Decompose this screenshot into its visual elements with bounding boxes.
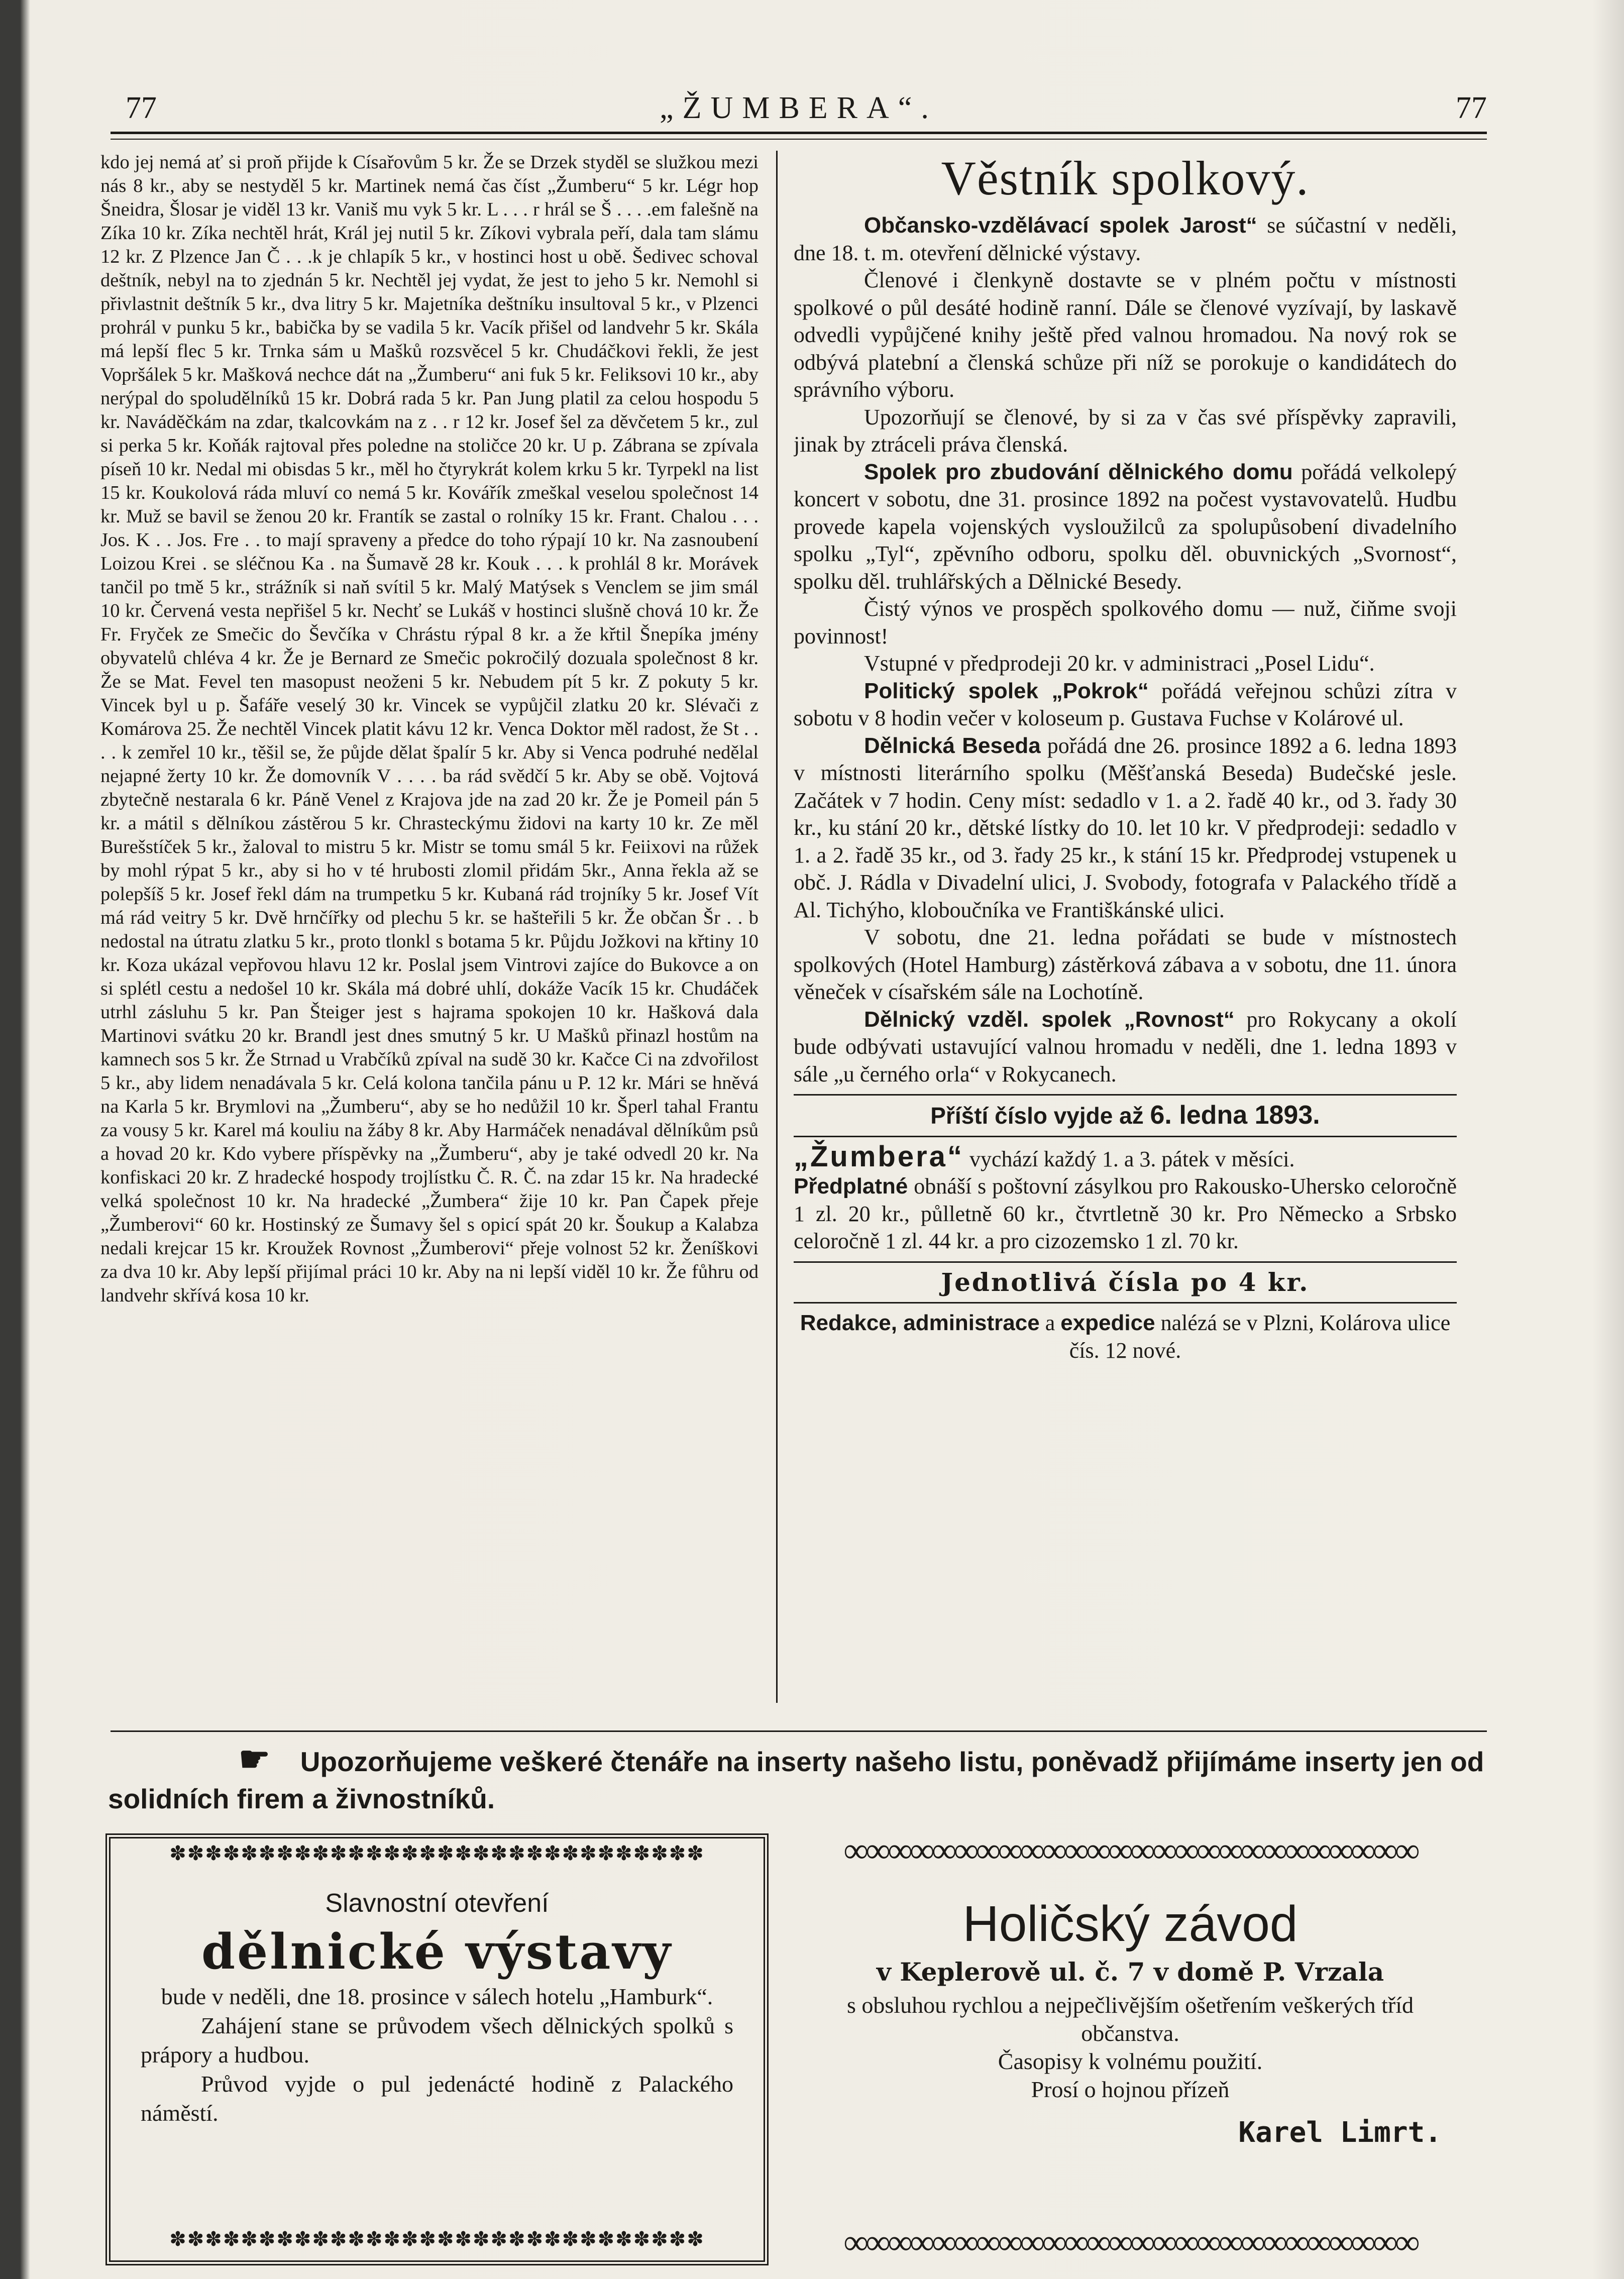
ornament-border-bottom: ✽✽✽✽✽✽✽✽✽✽✽✽✽✽✽✽✽✽✽✽✽✽✽✽✽✽✽✽✽✽ [169, 2228, 705, 2250]
rovnost-notice [794, 1006, 1457, 1089]
divider [794, 1136, 1457, 1137]
ad-left-paragraph-1: bude v neděli, dne 18. prosince v sálech hotelu „Hamburk“. [161, 1984, 713, 2009]
right-column [794, 151, 1457, 1708]
dom-paragraph-2: Čistý výnos ve prospěch spolkového domu — nuž, čiňme svoji povinnost! [794, 596, 1457, 648]
pokrok-text: pořádá veřejnou schůzi zítra v sobotu v 8 hodin večer v koloseum p. Gustava Fuchse v Kolárové ul. [794, 678, 1457, 730]
ad-left-line1: Slavnostní otevření [325, 1889, 549, 1918]
dom-text: pořádá velkolepý koncert v sobotu, dne 31. prosince 1892 na počest vystavovatelů. Hudbu provede kapela vojenských vysloužilců za spolupůsobení divadelního spolku „Tyl“, zpěvního odboru, spolku děl. obuvnických „Svornost“, spolku děl. truhlářských a Dělnické Besedy. [794, 459, 1457, 594]
subscription-label: Předplatné [794, 1174, 908, 1199]
ornament-border-top: ✽✽✽✽✽✽✽✽✽✽✽✽✽✽✽✽✽✽✽✽✽✽✽✽✽✽✽✽✽✽ [169, 1842, 705, 1865]
section-heading: Věstník spolkový. [941, 151, 1310, 205]
next-issue-notice [794, 1102, 1457, 1130]
single-copies-price: Jednotlivá čísla po 4 kr. [941, 1267, 1310, 1297]
beseda-paragraph-2: V sobotu, dne 21. ledna pořádati se bude v místnostech spolkových (Hotel Hamburg) zástěrková zábava a v sobotu, dne 11. února věneček v císařském sále na Lochotíně. [794, 925, 1457, 1004]
rovnost-text: pro Rokycany a okolí bude odbývati ustavující valnou hromadu v neděli, dne 1. ledna 1893 v sále „u černého orla“ v Rokycanech. [794, 1007, 1457, 1087]
zumbera-text: vychází každý 1. a 3. pátek v měsíci. [969, 1146, 1295, 1171]
jarost-name: Občansko-vzdělávací spolek Jarost“ [864, 213, 1257, 238]
dom-paragraph-3: Vstupné v předprodeji 20 kr. v administraci „Posel Lidu“. [864, 651, 1375, 676]
ad-right-line1: s obsluhou rychlou a nejpečlivějším ošetřením veškerých tříd občanstva. [846, 1992, 1414, 2046]
jarost-text: se súčastní v neděli, dne 18. t. m. otevření dělnické výstavy. [794, 213, 1457, 265]
ad-left-title: dělnické výstavy [201, 1923, 673, 1980]
page-header [111, 85, 1487, 131]
pointing-hand-icon: ☛ [239, 1740, 270, 1779]
next-issue-date: 6. ledna 1893. [1150, 1101, 1320, 1130]
redakce-a: a [1045, 1311, 1055, 1335]
notice-text: Upozorňujeme veškeré čtenáře na inserty našeho listu, poněvadž přijímáme inserty jen od solidních firem a živnostníků. [108, 1746, 1484, 1814]
masthead-title: „ŽUMBERA“. [660, 91, 938, 125]
next-issue-label: Příští číslo vyjde až [930, 1103, 1144, 1129]
dom-notice [794, 459, 1457, 596]
divider [794, 1261, 1457, 1263]
subscription-text: obnáší s poštovní zásylkou pro Rakousko-Uhersko celoročně 1 zl. 20 kr., půlletně 60 kr., čtvrtletně 30 kr. Pro Německo a Srbsko celoročně 1 zl. 44 kr. a pro cizozemsko 1 zl. 70 kr. [794, 1174, 1457, 1253]
header-rule-thin [111, 139, 1487, 140]
redakce-label: Redakce, administrace [800, 1311, 1040, 1335]
editorial-address [794, 1310, 1457, 1364]
exhibition-advertisement [105, 1833, 769, 2265]
redakce-text: nalézá se v Plzni, Kolárova ulice čís. 12 nové. [1069, 1311, 1451, 1363]
dom-name: Spolek pro zbudování dělnického domu [864, 459, 1293, 484]
beseda-notice [794, 732, 1457, 924]
page-number-left: 77 [126, 91, 157, 125]
zumbera-info [794, 1140, 1457, 1173]
ad-right-line3: Prosí o hojnou přízeň [1031, 2077, 1230, 2102]
donations-text: kdo jej nemá ať si proň přijde k Císařovům 5 kr. Že se Drzek styděl se služkou mezi nás 8 kr., aby se nestyděl 5 kr. Martinek nemá čas číst „Žumberu“ 5 kr. Légr hop Šneidra, Šlosar je viděl 13 kr. Vaniš mu vyk 5 kr. L . . . r hrál se Š . . . .em falešně na Zíka 10 kr. Zíka nechtěl hrát, Král jej nutil 5 kr. Zíkovi vybrala peří, dala tam slámu 12 kr. Z Plzence Jan Č . . .k je chlapík 5 kr., v hostinci host u obě. Šedivec schoval deštník, nebyl na to zjednán 5 kr. Nechtěl jej vydat, že jest to jeho 5 kr. Nemohl si přivlastnit deštník 5 kr., dva litry 5 kr. Majetníka deštníku insultoval 5 kr., v Plzenci prohrál v punku 5 kr., babička by se vadila 5 kr. Vacík přišel od landvehr 5 kr. Skála má lepší flec 5 kr. Trnka sám u Mašků rozsvěcel 5 kr. Chudáčkovi řekli, že jest Vopršálek 5 kr. Mašková nechce dát na „Žumberu“ ani fuk 5 kr. Feliksovi 10 kr., aby nerýpal do spoludělníků 15 kr. Dobrá rada 5 kr. Pan Jung platil za celou hospodu 5 kr. Naváděčkám na zdar, tkalcovkám na z . . r 12 kr. Josef šel za děvčetem 5 kr., zul si perka 5 kr. Koňák rajtoval přes poledne na stoličce 20 kr. U p. Zábrana se zpívala píseň 10 kr. Nedal mi obisdas 5 kr., měl ho čtyrykrát kolem krku 5 kr. Tyrpekl na list 15 kr. Koukolová ráda mluví co nemá 5 kr. Kovářík zmeškal veselou společnost 14 kr. Muž se bavil se ženou 20 kr. Frantík se zastal o rolníky 15 kr. Frant. Chalou . . . Jos. K . . Jos. Fre . . to mají spraveny a předce do toho rýpají 10 kr. Na zasnoubení Loizou Krei . se sléčnou Ka . na Šumavě 28 kr. Kouk . . . k prohlál 8 kr. Morávek tančil po tmě 5 kr., strážník si naň svítil 5 kr. Malý Matýsek s Venclem se jim smál 10 kr. Červená vesta nepřišel 5 kr. Nechť se Lukáš v hostinci slušně chová 10 kr. Že Fr. Fryček ze Smečic do Ševčíka v Chrástu rýpal 8 kr. a že křtil Šnepíka jmény obyvatelů chlévа 4 kr. Že je Bernard ze Smečic pokročilý dozuala společnost 8 kr. Že se Mat. Fevel ten masopust neoženi 5 kr. Nebudem pít 5 kr. Z pokuty 5 kr. Vincek byl u p. Šafáře veselý 30 kr. Vincek se vypůjčil zlatku 20 kr. Slévači z Komárova 25. Že nechtěl Vincek platit kávu 12 kr. Venca Doktor měl radost, že St . . . . k zemřel 10 kr., těšil se, že půjde dělat špalír 5 kr. Aby si Venca podruhé nedělal nejapné žerty 10 kr. Že domovník V . . . . ba rád svědčí 5 kr. Aby se obě. Vojtová zbytečně nestarala 6 kr. Páně Venel z Krajova jde na zad 20 kr. Že je Pomeil pán 5 kr. a mátil s dělníkou zástěrou 5 kr. Chrasteckýmu židovi na karty 10 kr. Ze měl Burešstíček 5 kr., žaloval to mistru 5 kr. Mistr se tomu smál 5 kr. Feiixovi na růžek by mohl rýpat 5 kr., aby si ho v té hrubosti zlomil přidám 5kr., Anna řekla až se polepšíš 5 kr. Josef řekl dám na trumpetku 5 kr. Kubaná rád trojníky 5 kr. Josef Vít má rád veitry 5 kr. Dvě hrnčířky od plechu 5 kr. se hašteřili 5 kr. Že občan Šr . . b nedostal na útratu zlatku 5 kr., proto tlonkl s botama 5 kr. Půjdu Jožkovi na křtiny 10 kr. Koza ukázal vepřovou hlavu 12 kr. Poslal jsem Vintrovi zajíce do Bukovce a on si splétl cestu a nedošel 10 kr. Skála má dobré uhlí, dokáže Vacík 15 kr. Chudáček utrhl zásluhu 5 kr. Pan Šteiger jest s hajrama spokojen 10 kr. Hašková dala Martinovi svátku 20 kr. Brandl jest dnes smutný 5 kr. U Mašků přinazl hostům na kamnech sos 5 kr. Že Strnad u Vrabčíků zpíval na sudě 30 kr. Kačce Ci na zdvořilost 5 kr., aby lidem nenadávala 5 kr. Celá kolona tančila pánu u P. 12 kr. Mári se hněvá na Karla 5 kr. Brymlovi na „Žumberu“, aby se ho nedůžil 10 kr. Šperl tahal Frantu za vousy 5 kr. Karel má kouliu na žáby 8 kr. Aby Harmáček nenadával dělníkům psů a hovad 20 kr. Kdo vybere příspěvky na „Žumberu“, aby je také odvedl 20 kr. Na konfiskaci 20 kr. Z hradecké hospody trojlístku Č. R. Č. na zdar 15 kr. Na hradecké velká společnost 10 kr. Na hradecké „Žumbera“ žije 10 kr. Pan Čapek přeje „Žumberovi“ 60 kr. Hostinský ze Šumavy šel s opicí spát 20 kr. Šoukup a Kalabza nedali krejcar 15 kr. Kroužek Rovnost „Žumberovi“ přeje volnost 52 kr. Ženíškovi za dva 10 kr. Aby lepší přijímal práci 10 kr. Aby na ni lepší viděl 10 kr. Že fůhru od landvehr skřívá kosa 10 kr. [100, 152, 759, 1306]
column-divider [776, 151, 778, 1703]
ad-right-signature: Karel Limrt. [1238, 2116, 1442, 2149]
divider [794, 1094, 1457, 1096]
ad-left-paragraph-3: Průvod vyjde o pul jedenácté hodině z Palackého náměstí. [141, 2071, 733, 2126]
subscription-info [794, 1173, 1457, 1255]
divider [794, 1302, 1457, 1304]
header-rule [111, 132, 1487, 134]
ad-left-paragraph-2: Zahájení stane se průvodem všech dělnických spolků s prápory a hudbou. [141, 2013, 733, 2068]
page-number-right: 77 [1456, 91, 1487, 125]
ad-right-line2: Časopisy k volnému použití. [998, 2048, 1263, 2074]
rovnost-name: Dělnický vzděl. spolek „Rovnost“ [864, 1007, 1235, 1032]
left-column [100, 151, 759, 1718]
notice-rule [111, 1730, 1487, 1732]
ad-right-address: v Keplerově ul. č. 7 v domě P. Vrzala [876, 1957, 1384, 1987]
barber-advertisement [804, 1833, 1457, 2265]
beseda-name: Dělnická Beseda [864, 733, 1041, 758]
pokrok-name: Politický spolek „Pokrok“ [864, 678, 1149, 703]
jarost-paragraph-3: Upozorňují se členové, by si za v čas své příspěvky zapravili, jinak by ztráceli práva členská. [794, 404, 1457, 457]
ad-right-title: Holičský závod [962, 1896, 1298, 1952]
jarost-paragraph-2: Členové i členkyně dostavte se v plném počtu v místnosti spolkové o půl desáté hodině ranní. Dále se členové vyzívají, by laskavě odvedli vypůjčené knihy ještě před valnou hromadou. Na nový rok se odbývá platební a členská schůze při níž se porokuje o kandidátech do správního výboru. [794, 268, 1457, 402]
chain-border-top: ∞∞∞∞∞∞∞∞∞∞∞∞∞∞∞∞∞∞∞∞∞∞∞∞∞∞ [843, 1833, 1417, 1869]
chain-border-bottom: ∞∞∞∞∞∞∞∞∞∞∞∞∞∞∞∞∞∞∞∞∞∞∞∞∞∞ [843, 2225, 1417, 2260]
advertising-notice [108, 1741, 1494, 1817]
beseda-text: pořádá dne 26. prosince 1892 a 6. ledna 1893 v místnosti literárního spolku (Měšťanská Beseda) Budečské jesle. Začátek v 7 hodin. Ceny míst: sedadlo v 1. a 2. řadě 40 kr., od 3. řady 30 kr., ku stání 20 kr., dětské lístky do 10. let 10 kr. V předprodeji: sedadlo v 1. a 2. řadě 35 kr., od 3. řady 25 kr., k stání 15 kr. Předprodej vstupenek u obč. J. Rádla v Divadelní ulici, J. Svobody, fotografa v Palackého třídě a Al. Tichýho, kloboučníka ve Františkánské ulici. [794, 733, 1457, 922]
expedice-label: expedice [1060, 1311, 1155, 1335]
pokrok-notice [794, 678, 1457, 732]
zumbera-name: „Žumbera“ [794, 1140, 964, 1173]
jarost-notice [794, 212, 1457, 267]
